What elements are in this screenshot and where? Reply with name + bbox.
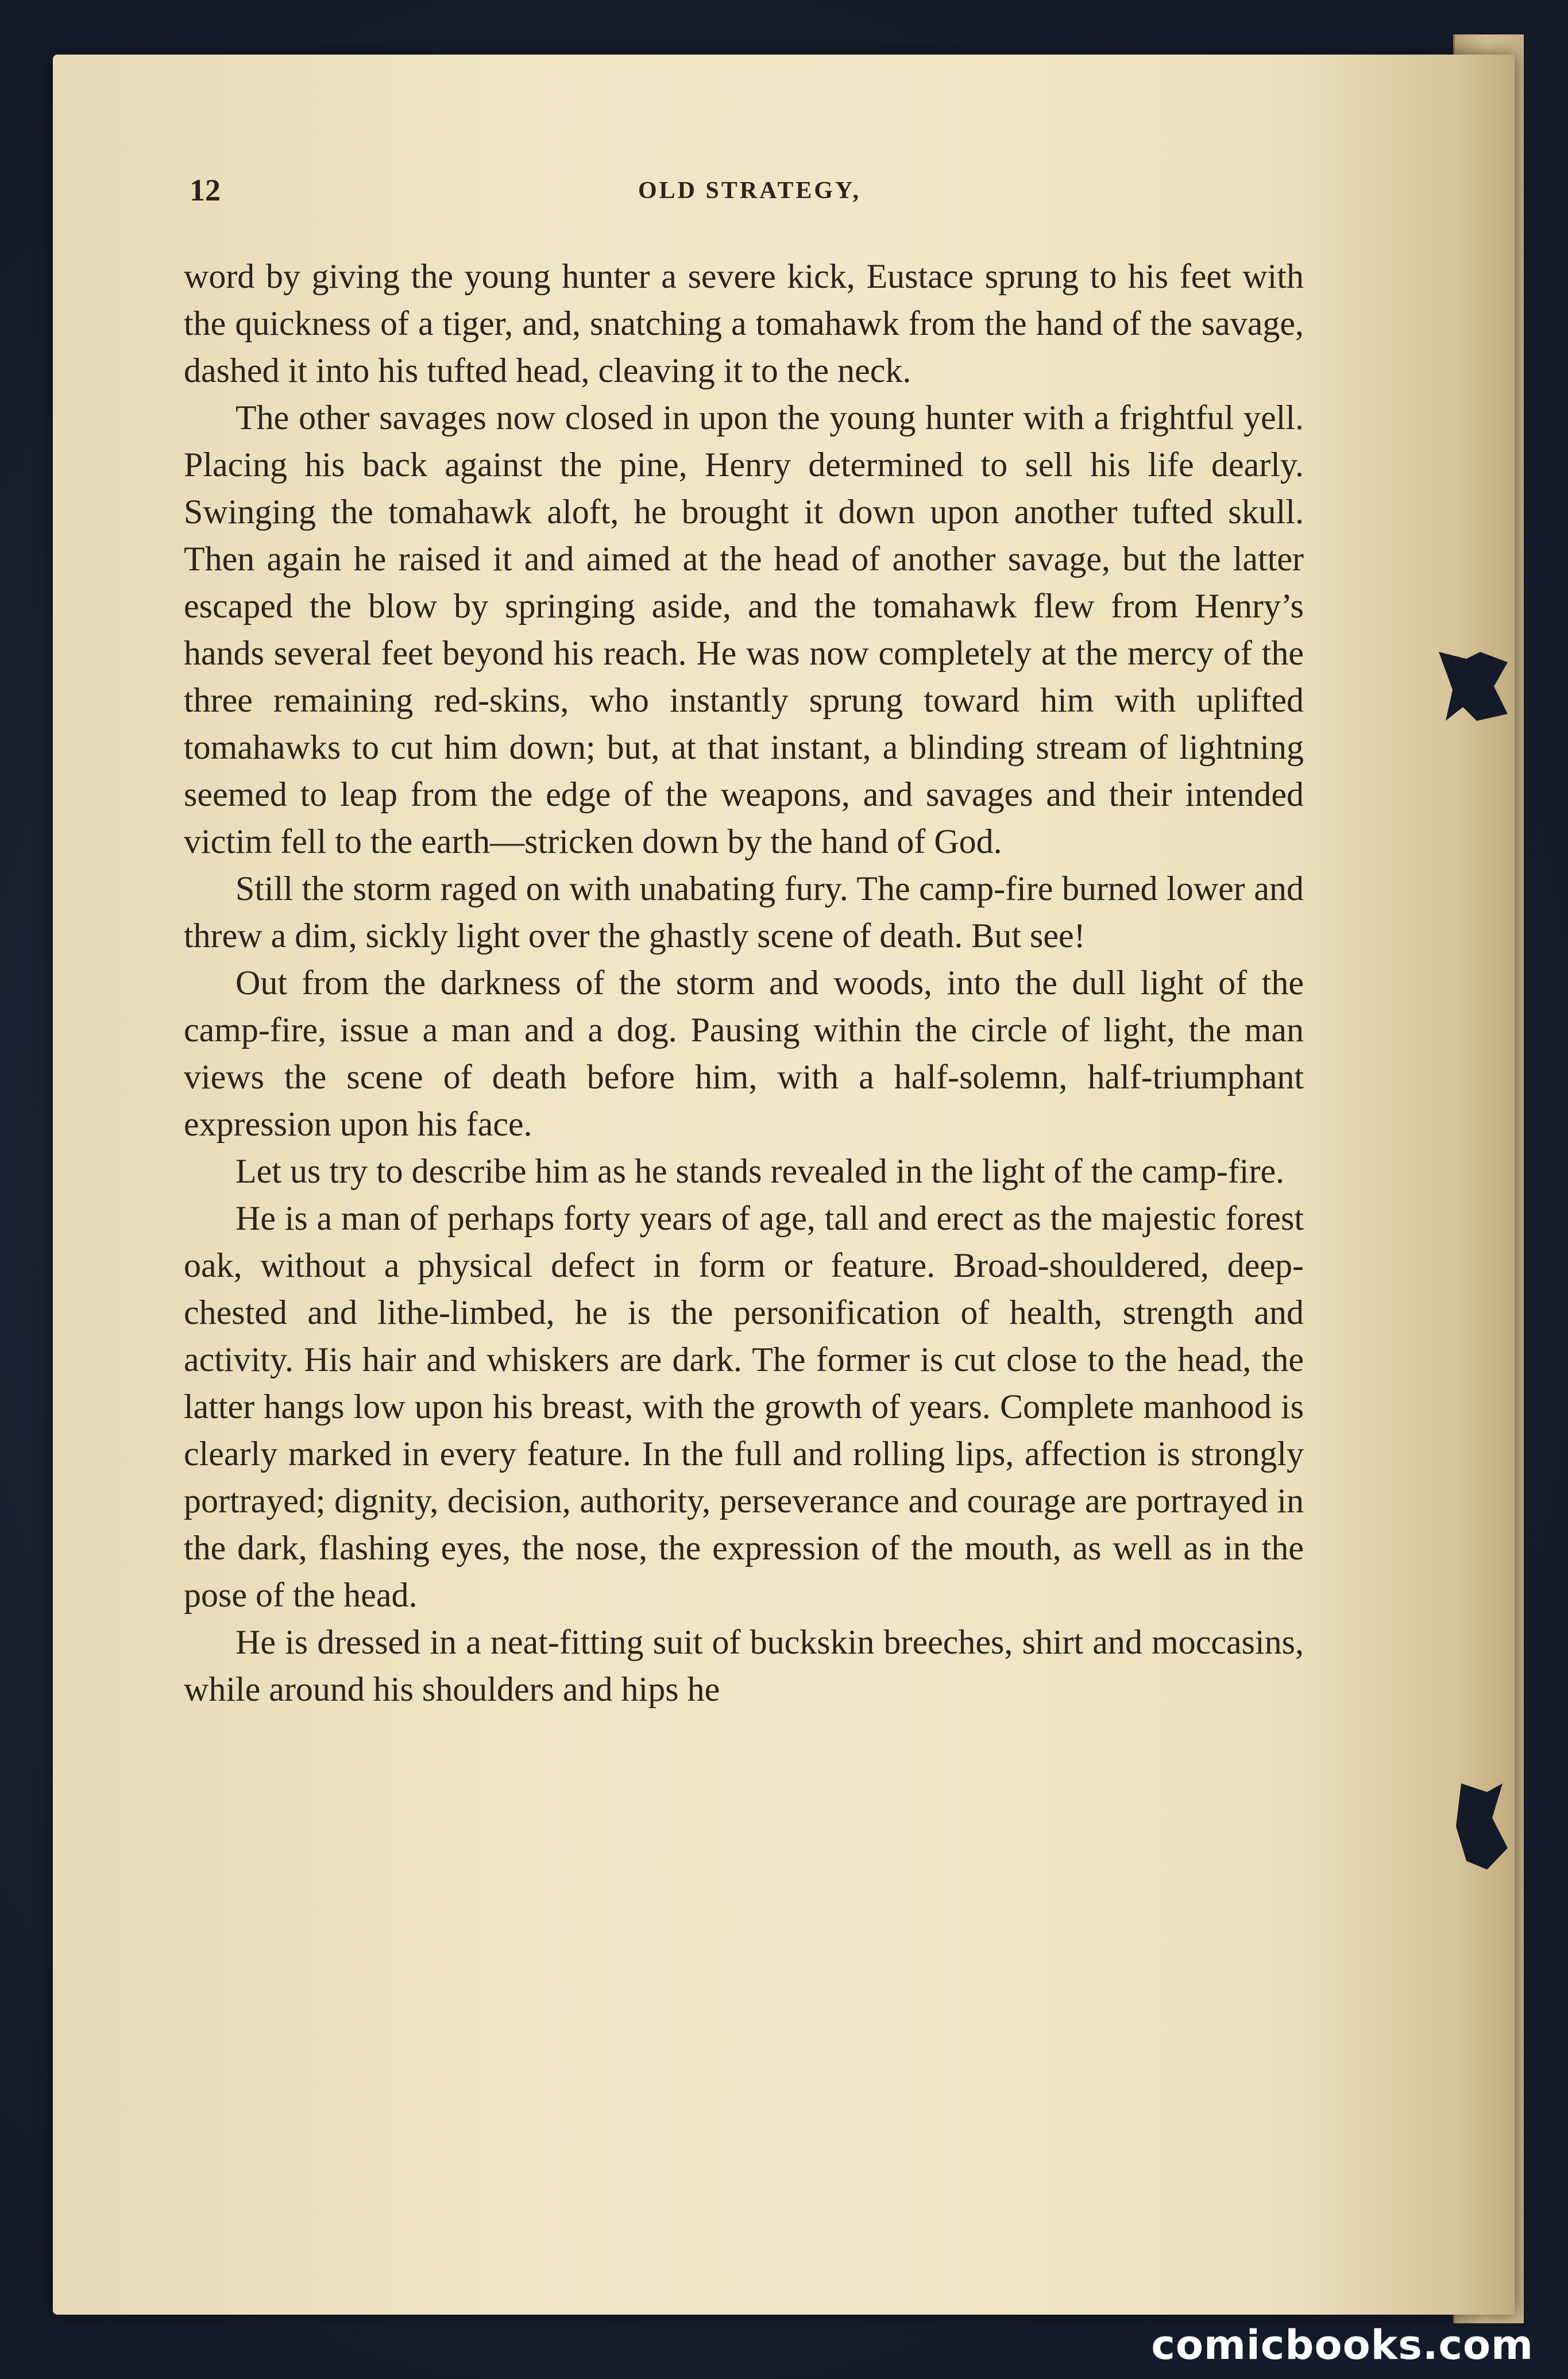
paragraph: He is dressed in a neat-fitting suit of buckskin breeches, shirt and moccasins, while around his shoulders and hips he [184,1623,1304,1708]
page-header [190,172,1310,213]
paragraph: Let us try to describe him as he stands revealed in the light of the camp-fire. [235,1152,1285,1190]
body-text [184,253,1304,1713]
watermark-logo: comicbooks.com [1151,2322,1534,2369]
paragraph: He is a man of perhaps forty years of age, tall and erect as the majestic forest oak, without a physical defect in form or feature. Broad-shouldered, deep-chested and lithe-limbed, he is the personification of health, strength and activity. His hair and whiskers are dark. The former is cut close to the head, the latter hangs low upon his breast, with the growth of years. Complete manhood is clearly marked in every feature. In the full and rolling lips, affection is strongly portrayed; dignity, decision, authority, perseverance and courage are portrayed in the dark, flashing eyes, the nose, the expression of the mouth, as well as in the pose of the head. [184,1199,1304,1614]
running-head: OLD STRATEGY, [638,177,862,204]
page-number: 12 [190,173,221,207]
paragraph: Out from the darkness of the storm and woods, into the dull light of the camp-fire, issue a man and a dog. Pausing within the circle of light, the man views the scene of death before him, with a half-solemn, half-triumphant expression upon his face. [184,964,1304,1143]
paragraph: Still the storm raged on with unabating fury. The camp-fire burned lower and threw a dim, sickly light over the ghastly scene of death. But see! [184,870,1304,955]
paragraph: word by giving the young hunter a severe kick, Eustace sprung to his feet with the quickness of a tiger, and, snatching a tomahawk from the hand of the savage, dashed it into his tufted head, cleaving it to the neck. [184,257,1304,389]
paragraph: The other savages now closed in upon the young hunter with a frightful yell. Placing his back against the pine, Henry determined to sell his life dearly. Swinging the tomahawk aloft, he brought it down upon another tufted skull. Then again he raised it and aimed at the head of another savage, but the latter escaped the blow by springing aside, and the tomahawk flew from Henry’s hands several feet beyond his reach. He was now completely at the mercy of the three remaining red-skins, who instantly sprung toward him with uplifted tomahawks to cut him down; but, at that instant, a blinding stream of lightning seemed to leap from the edge of the weapons, and savages and their intended victim fell to the earth—stricken down by the hand of God. [184,399,1304,860]
